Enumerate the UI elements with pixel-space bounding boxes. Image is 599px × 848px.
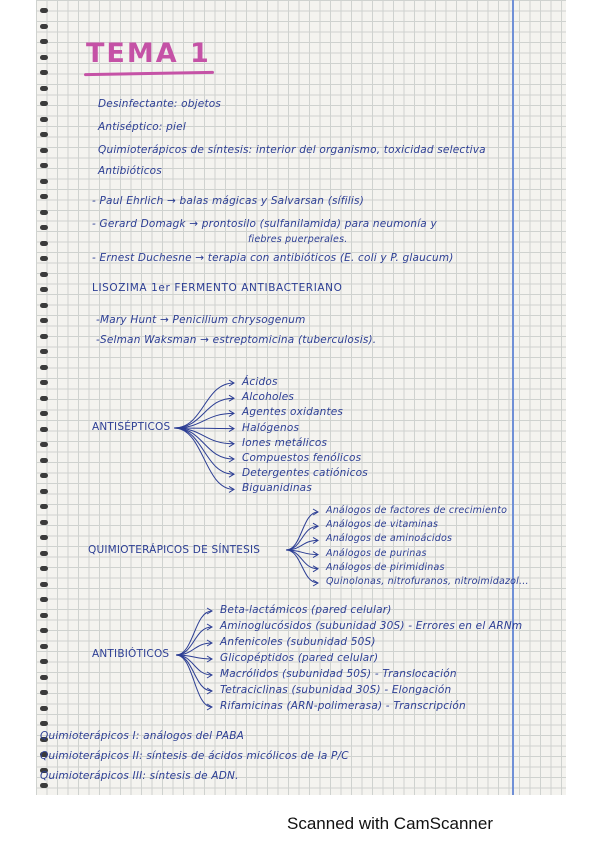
quimio-item: Análogos de vitaminas [326,519,439,531]
antibiotico-item: Aminoglucósidos (subunidad 30S) - Errores en el ARNm [220,620,523,632]
history-line: -Mary Hunt → Penicilium chrysogenum [96,314,306,326]
antiseptico-arrow [174,413,234,428]
quimio-arrow [286,512,318,550]
antibiotico-item: Macrólidos (subunidad 50S) - Translocación [220,668,457,680]
antibiotico-item: Beta-lactámicos (pared celular) [220,604,392,616]
history-line: - Ernest Duchesne → terapia con antibióticos (E. coli y P. glaucum) [92,252,454,264]
antiseptico-arrow [174,428,234,474]
antiseptico-item: Iones metálicos [242,436,328,449]
final-bullet: Quimioterápicos III: síntesis de ADN. [40,770,239,782]
history-line: -Selman Waksman → estreptomicina (tuberculosis). [96,334,377,346]
quimio-item: Análogos de aminoácidos [326,533,453,545]
antiseptico-item: Compuestos fenólicos [242,452,362,464]
antiseptico-item: Ácidos [242,376,278,388]
antisepticos-label: ANTISÉPTICOS [92,421,171,433]
quimio-label: QUIMIOTERÁPICOS DE SÍNTESIS [88,544,261,556]
antiseptico-item: Detergentes catiónicos [242,467,368,480]
antiseptico-item: Biguanidinas [242,482,312,495]
notebook-page [36,0,566,795]
history-line: LISOZIMA 1er FERMENTO ANTIBACTERIANO [92,282,343,294]
antiseptico-item: Halógenos [242,421,300,434]
antibiotico-arrow [176,655,212,707]
antibiotico-item: Rifamicinas (ARN-polimerasa) - Transcripción [220,700,466,712]
history-line: fiebres puerperales. [248,234,348,245]
quimio-item: Análogos de purinas [326,547,427,559]
antibioticos-label: ANTIBIÓTICOS [92,648,170,660]
antibiotico-arrow [176,627,212,655]
history-line: - Paul Ehrlich → balas mágicas y Salvarsan (sífilis) [92,195,364,207]
antiseptico-item: Alcoholes [242,391,295,404]
antibiotico-item: Anfenicoles (subunidad 50S) [220,636,376,648]
quimio-item: Análogos de pirimidinas [326,561,445,573]
antibiotico-item: Glicopéptidos (pared celular) [220,652,379,664]
scanner-watermark: Scanned with CamScanner [287,814,494,833]
page-title: TEMA 1 [86,38,211,69]
bullet-item: Antiséptico: piel [98,121,186,133]
bracket-arrows [36,0,566,795]
antiseptico-item: Agentes oxidantes [242,406,344,419]
history-line: - Gerard Domagk → prontosilo (sulfanilamida) para neumonía y [92,218,437,230]
bullet-item: Antibióticos [98,165,162,177]
final-bullet: Quimioterápicos I: análogos del PABA [40,730,245,742]
antiseptico-arrow [174,398,234,428]
quimio-item: Análogos de factores de crecimiento [326,505,508,516]
antibiotico-item: Tetraciclinas (subunidad 30S) - Elongación [220,684,452,696]
antiseptico-arrow [174,428,234,489]
bullet-item: Quimioterápicos de síntesis: interior del organismo, toxicidad selectiva [98,144,486,156]
antibiotico-arrow [176,655,212,691]
final-bullet: Quimioterápicos II: síntesis de ácidos micólicos de la P/C [40,750,349,762]
bullet-item: Desinfectante: objetos [98,98,222,110]
quimio-item: Quinolonas, nitrofuranos, nitroimidazol... [326,576,529,587]
